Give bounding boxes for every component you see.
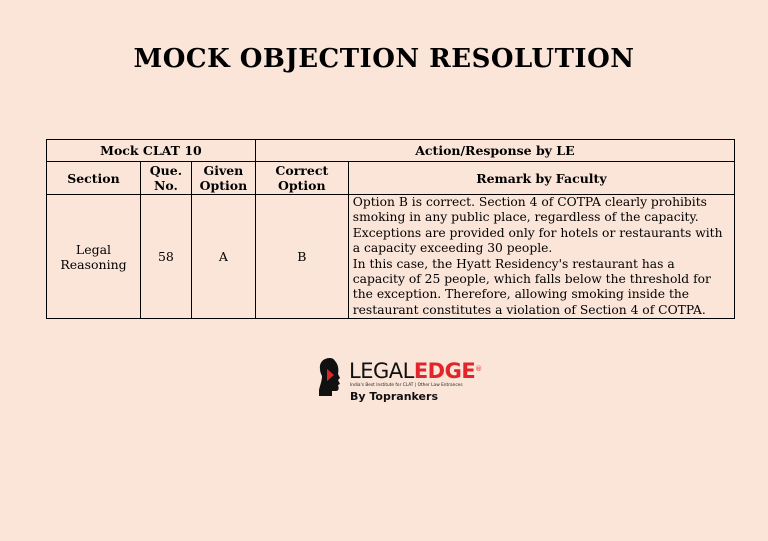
legaledge-logo: [318, 357, 488, 409]
correct-option-cell: B: [255, 195, 348, 319]
remark-cell: [348, 195, 734, 319]
action-response-header: Action/Response by LE: [255, 140, 734, 162]
que-no-cell: 58: [140, 195, 191, 319]
logo-tagline: India's Best Institute for CLAT | Other Law Entrances: [350, 383, 463, 388]
section-cell: Legal Reasoning: [47, 195, 141, 319]
given-option-cell: A: [191, 195, 255, 319]
logo-by-line: By Toprankers: [350, 390, 438, 403]
column-header-row: [47, 162, 735, 195]
given-option-header: Given Option: [191, 162, 255, 195]
remark-paragraph-1: Option B is correct. Section 4 of COTPA clearly prohibits smoking in any public place, regardless of the capacity. Exceptions are provided only for hotels or restaurants with a capacity exceeding 30 people.: [352, 195, 723, 256]
section-header: Section: [47, 162, 141, 195]
que-no-header: Que. No.: [140, 162, 191, 195]
objection-table: [46, 139, 735, 319]
page-title: MOCK OBJECTION RESOLUTION: [133, 44, 635, 74]
remark-header: Remark by Faculty: [348, 162, 734, 195]
remark-paragraph-2: In this case, the Hyatt Residency's restaurant has a capacity of 25 people, which falls below the threshold for the exception. Therefore, allowing smoking inside the restaurant constitutes a violation of Section 4 of COTPA.: [352, 256, 711, 317]
mock-name-header: Mock CLAT 10: [47, 140, 256, 162]
table-row: [47, 195, 735, 319]
profile-head-icon: [318, 357, 342, 397]
group-header-row: [47, 140, 735, 162]
correct-option-header: Correct Option: [255, 162, 348, 195]
logo-wordmark: LEGALEDGE®: [349, 359, 482, 383]
